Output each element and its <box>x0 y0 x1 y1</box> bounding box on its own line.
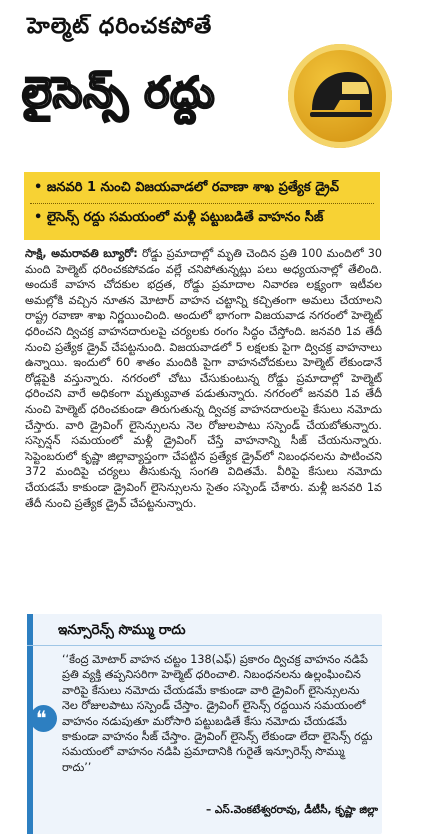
headline-main: లైసెన్స్ రద్దు <box>22 68 216 117</box>
article-body <box>25 246 382 511</box>
article-text: రోడ్డు ప్రమాదాల్లో మృతి చెందిన ప్రతి 100 మందిలో 30 మంది హెల్మెట్ ధరించకపోవడం వల్లే చనిపోతున్నట్లు పలు అధ్యయనాల్లో తేలింది. అందుకే వాహన చోదకుల భద్రత, రోడ్డు ప్రమాదాల నివారణ లక్ష్యంగా ఇటీవల అమల్లోకి వచ్చిన నూతన మోటార్ వాహన చట్టాన్ని కచ్చితంగా అమలు చేయాలని రాష్ట్ర రవాణా శాఖ నిర్ణయించింది. అందులో భాగంగా విజయవాడ నగరంలో హెల్మెట్ ధరించని ద్విచక్ర వాహనదారులపై చర్యలకు రంగం సిద్ధం చేస్తోంది. జనవరి 1వ తేదీ నుంచి ప్రత్యేక డ్రైవ్ చేపట్టనుంది. విజయవాడలో 5 లక్షలకు పైగా ద్విచక్ర వాహనాలు ఉన్నాయి. ఇందులో 60 శాతం మందికి పైగా వాహనచోదకులు హెల్మెట్ లేకుండానే రోడ్లపైకి వస్తున్నారు. నగరంలో చోటు చేసుకుంటున్న రోడ్డు ప్రమాదాల్లో హెల్మెట్ ధరించని వారే అధికంగా మృత్యువాత పడుతున్నారు. నగరంలో జనవరి 1వ తేదీ నుంచి హెల్మెట్ ధరించకుండా తిరుగుతున్న ద్విచక్ర వాహనదారులపై కేసులు నమోదు చేస్తారు. వారి డ్రైవింగ్ లైసెన్సులను నెల రోజులపాటు సస్పెండ్ చేయబోతున్నారు. సస్పెన్షన్ సమయంలో మళ్లీ డ్రైవింగ్ చేస్తే వాహనాన్ని సీజ్ చేయనున్నారు. సెప్టెంబరులో కృష్ణా జిల్లావ్యాప్తంగా చేపట్టిన ప్రత్యేక డ్రైవ్‌లో నిబంధనలను పాటించని 372 మందిపై చర్యలు తీసుకున్న సంగతి విదితమే. వీరిపై కేసులు నమోదు చేయడమే కాకుండా డ్రైవింగ్ లైసెన్సులను సైతం సస్పెండ్ చేశారు. మళ్లీ జనవరి 1వ తేదీ నుంచి ప్రత్యేక డ్రైవ్ చేపట్టనున్నారు. <box>25 247 383 510</box>
highlight-divider <box>30 203 374 204</box>
highlight-item: • లైసెన్స్ రద్దు సమయంలో మళ్లీ పట్టుబడితే వాహనం సీజ్ <box>34 210 324 225</box>
sidebar-divider <box>27 645 382 646</box>
highlight-item: • జనవరి 1 నుంచి విజయవాడలో రవాణా శాఖ ప్రత్యేక డ్రైవ్ <box>34 180 339 195</box>
headline-kicker: హెల్మెట్ ధరించకపోతే <box>27 14 213 39</box>
quote-icon <box>30 705 57 732</box>
sidebar-attribution: – ఎస్.వెంకటేశ్వరరావు, డీటీసీ, కృష్ణా జిల్లా <box>205 804 378 816</box>
sidebar-title: ఇన్సూరెన్స్ సొమ్ము రాదు <box>58 622 186 638</box>
highlights-box <box>24 172 380 240</box>
article-dateline: సాక్షి, అమరావతి బ్యూరో: <box>25 247 138 260</box>
sidebar-quote: ‘‘కేంద్ర మోటార్ వాహన చట్టం 138(ఎఫ్) ప్రకారం ద్విచక్ర వాహనం నడిపే ప్రతి వ్యక్తి తప్పనిసరిగా హెల్మెట్ ధరించాలి. నిబంధనలను ఉల్లంఘించిన వారిపై కేసులు నమోదు చేయడమే కాకుండా వారి డ్రైవింగ్ లైసెన్సులను నెల రోజులపాటు సస్పెండ్ చేస్తాం. డ్రైవింగ్ లైసెన్స్ రద్దయిన సమయంలో వాహనం నడుపుతూ మరోసారి పట్టుబడితే కేసు నమోదు చేయడమే కాకుండా వాహనం సీజ్ చేస్తాం. డ్రైవింగ్ లైసెన్స్ లేకుండా లేదా లైసెన్స్ రద్దు సమయంలో వాహనం నడిపి ప్రమాదానికి గురైతే ఇన్సూరెన్స్ సొమ్ము రాదు’’ <box>62 653 373 774</box>
helmet-icon <box>288 44 392 148</box>
